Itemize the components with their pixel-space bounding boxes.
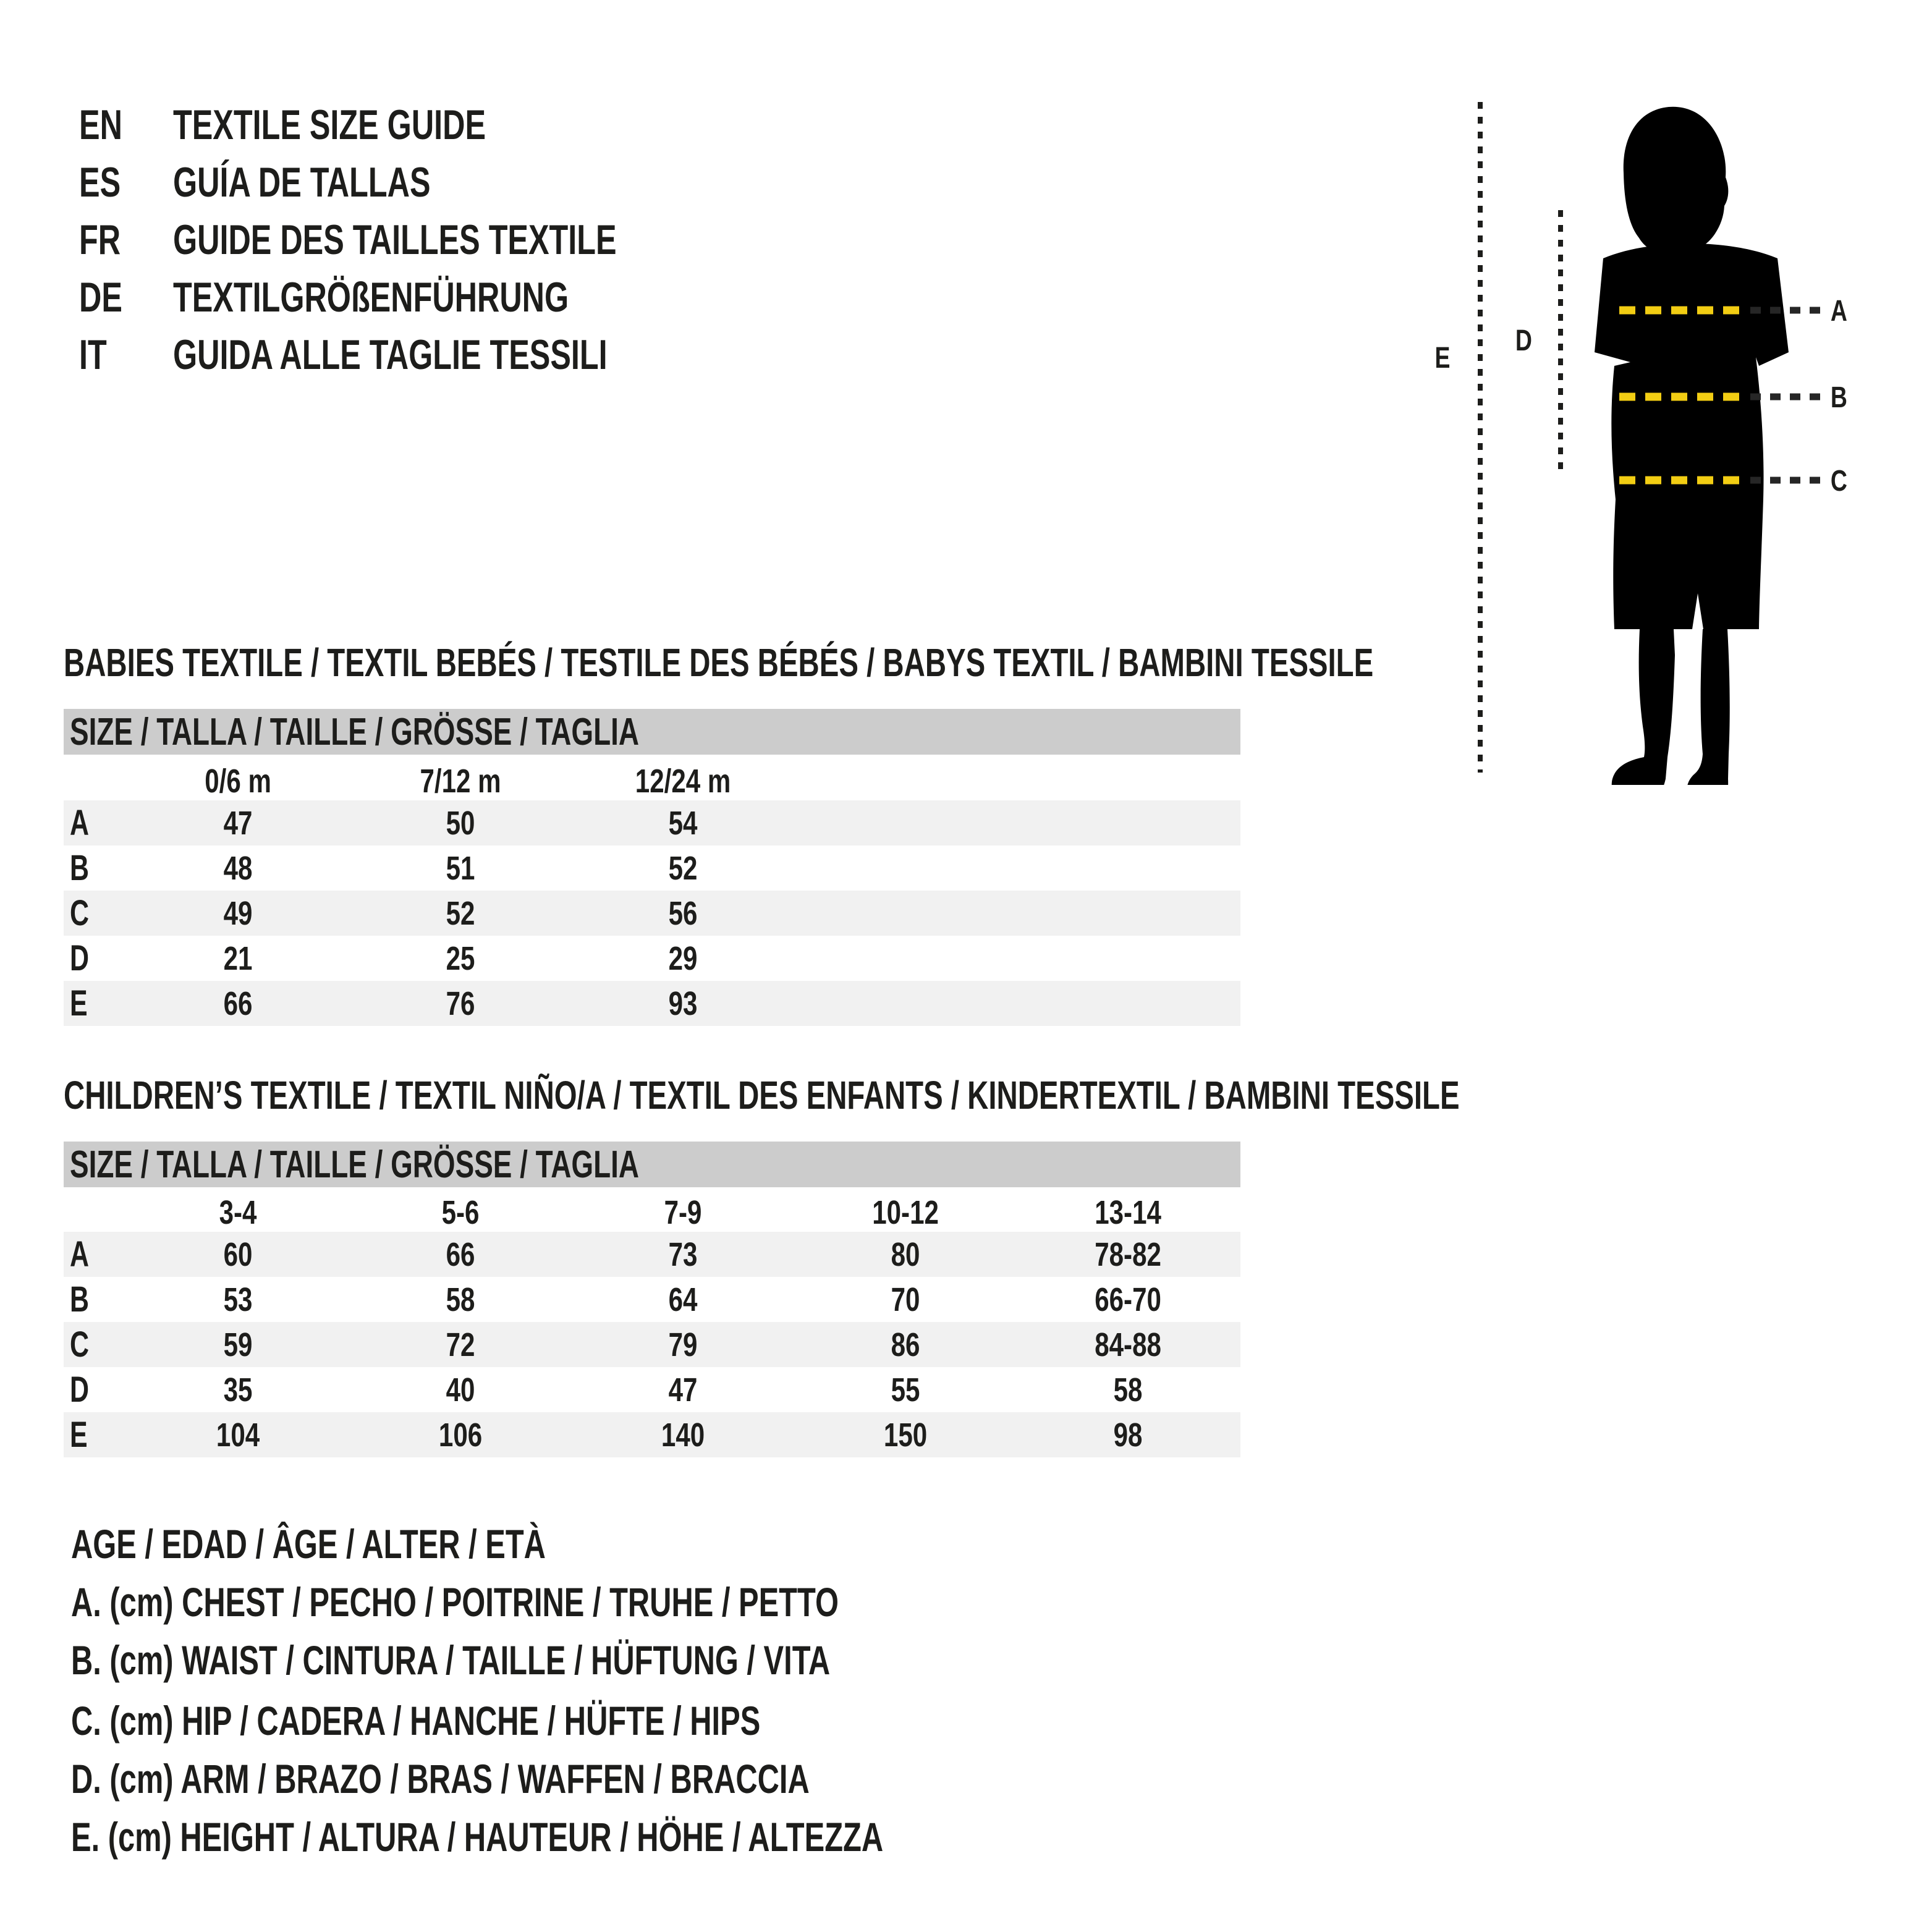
table-cell: 93 [668, 985, 698, 1022]
language-title: TEXTILGRÖßENFÜHRUNG [173, 274, 569, 321]
table-cell: 29 [668, 939, 698, 977]
column-header: 5-6 [441, 1194, 480, 1231]
table-cell: 64 [668, 1281, 698, 1318]
table-cell: 150 [883, 1416, 928, 1454]
legend-line-hip: C. (cm) HIP / CADERA / HANCHE / HÜFTE / HIPS [71, 1698, 761, 1743]
table-cell: 80 [891, 1235, 920, 1273]
table-cell: 79 [668, 1326, 698, 1363]
child-silhouette-icon [1595, 107, 1789, 785]
table-cell: 21 [223, 939, 253, 977]
table-cell: 50 [446, 804, 475, 842]
table-row [64, 1322, 1240, 1367]
legend-line-chest: A. (cm) CHEST / PECHO / POITRINE / TRUHE / PETTO [71, 1579, 839, 1625]
language-row-en [79, 101, 596, 148]
row-label: D [70, 1370, 89, 1410]
column-header: 7-9 [664, 1194, 702, 1231]
row-label: B [70, 848, 89, 888]
table-row [64, 936, 1240, 981]
language-code: DE [79, 274, 122, 321]
babies-column-headers [64, 762, 1240, 800]
table-row [64, 981, 1240, 1026]
legend-line-waist: B. (cm) WAIST / CINTURA / TAILLE / HÜFTUNG / VITA [71, 1637, 831, 1683]
table-cell: 66 [446, 1235, 475, 1273]
table-row [64, 891, 1240, 936]
table-cell: 76 [446, 985, 475, 1022]
table-cell: 49 [223, 894, 253, 932]
language-title: TEXTILE SIZE GUIDE [173, 101, 486, 148]
column-header: 10-12 [872, 1194, 939, 1231]
row-label: E [70, 1415, 88, 1455]
row-label: A [70, 803, 89, 843]
table-row [64, 1412, 1240, 1457]
table-cell: 86 [891, 1326, 920, 1363]
table-cell: 53 [223, 1281, 253, 1318]
language-code: FR [79, 216, 121, 263]
table-cell: 54 [668, 804, 698, 842]
table-cell: 58 [446, 1281, 475, 1318]
column-header: 12/24 m [635, 763, 731, 800]
column-header: 13-14 [1095, 1194, 1161, 1231]
row-label: A [70, 1234, 89, 1274]
table-row [64, 1367, 1240, 1412]
table-cell: 78-82 [1095, 1235, 1161, 1273]
language-code: ES [79, 159, 121, 206]
babies-section-heading: BABIES TEXTILE / TEXTIL BEBÉS / TESTILE DES BÉBÉS / BABYS TEXTIL / BAMBINI TESSILE [64, 640, 1374, 685]
table-cell: 51 [446, 849, 475, 887]
babies-size-bar: SIZE / TALLA / TAILLE / GRÖSSE / TAGLIA [64, 709, 1240, 755]
legend-line-arm: D. (cm) ARM / BRAZO / BRAS / WAFFEN / BRACCIA [71, 1756, 810, 1802]
children-section-heading: CHILDREN’S TEXTILE / TEXTIL NIÑO/A / TEXTIL DES ENFANTS / KINDERTEXTIL / BAMBINI TESSILE [64, 1073, 1460, 1117]
table-row [64, 1277, 1240, 1322]
language-title: GUIDA ALLE TAGLIE TESSILI [173, 331, 608, 378]
column-header: 7/12 m [420, 763, 501, 800]
language-row-de [79, 274, 708, 321]
table-cell: 56 [668, 894, 698, 932]
column-header: 3-4 [219, 1194, 257, 1231]
row-label: C [70, 893, 89, 933]
language-title: GUIDE DES TAILLES TEXTILE [173, 216, 617, 263]
table-cell: 84-88 [1095, 1326, 1161, 1363]
language-code: IT [79, 331, 107, 378]
silhouette-body [1595, 244, 1789, 629]
table-cell: 73 [668, 1235, 698, 1273]
table-cell: 48 [223, 849, 253, 887]
table-cell: 40 [446, 1371, 475, 1409]
table-cell: 59 [223, 1326, 253, 1363]
table-row [64, 845, 1240, 891]
table-cell: 47 [223, 804, 253, 842]
language-code: EN [79, 101, 122, 148]
diagram-label-e: E [1434, 342, 1451, 375]
table-row [64, 800, 1240, 845]
table-cell: 35 [223, 1371, 253, 1409]
column-header: 0/6 m [205, 763, 271, 800]
table-cell: 52 [446, 894, 475, 932]
table-cell: 25 [446, 939, 475, 977]
legend-line-age: AGE / EDAD / ÂGE / ALTER / ETÀ [71, 1521, 546, 1567]
table-row [64, 1232, 1240, 1277]
children-column-headers [64, 1193, 1240, 1232]
table-cell: 55 [891, 1371, 920, 1409]
table-cell: 60 [223, 1235, 253, 1273]
table-cell: 106 [438, 1416, 483, 1454]
language-row-fr [79, 216, 773, 263]
diagram-label-c: C [1830, 465, 1847, 498]
children-size-bar: SIZE / TALLA / TAILLE / GRÖSSE / TAGLIA [64, 1142, 1240, 1187]
row-label: B [70, 1279, 89, 1320]
table-cell: 52 [668, 849, 698, 887]
table-cell: 66-70 [1095, 1281, 1161, 1318]
table-cell: 72 [446, 1326, 475, 1363]
table-cell: 104 [216, 1416, 260, 1454]
language-title: GUÍA DE TALLAS [173, 159, 431, 206]
diagram-label-d: D [1515, 324, 1532, 357]
table-cell: 58 [1113, 1371, 1143, 1409]
diagram-label-a: A [1830, 295, 1847, 328]
legend-line-height: E. (cm) HEIGHT / ALTURA / HAUTEUR / HÖHE / ALTEZZA [71, 1814, 884, 1860]
table-cell: 98 [1113, 1416, 1143, 1454]
row-label: E [70, 983, 88, 1023]
language-row-es [79, 159, 521, 206]
language-row-it [79, 331, 760, 378]
table-cell: 140 [661, 1416, 705, 1454]
row-label: D [70, 938, 89, 978]
table-cell: 70 [891, 1281, 920, 1318]
diagram-label-b: B [1830, 381, 1847, 414]
table-cell: 66 [223, 985, 253, 1022]
table-cell: 47 [668, 1371, 698, 1409]
row-label: C [70, 1324, 89, 1365]
